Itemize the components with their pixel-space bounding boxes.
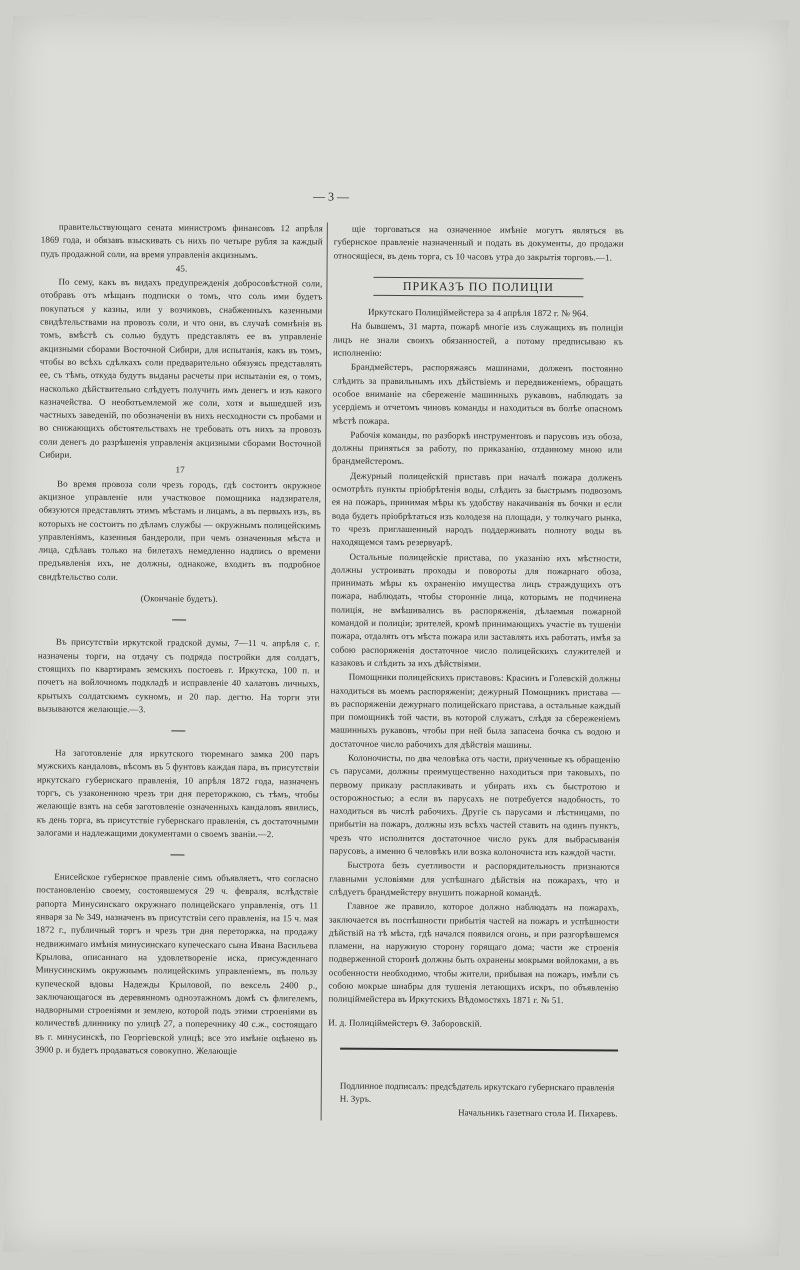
announcement: На заготовленіе для иркутского тюремнаго замка 200 паръ мужскихъ кандаловъ, вѣсомъ въ 5 фунтовъ каждая пара, въ присутствіи иркутскаго губернскаго правленія, 10 апрѣля 1872 года, назначенъ торгъ, съ узаконенною чрезъ три дня переторжкою, съ тѣмъ, чтобы желающіе взять на себя заготовленіе означенныхъ кандаловъ явились, къ день торга, въ присутствіе губернскаго правленія, съ достаточными залогами и надлежащими документами о своемъ званіи.—2.	[36, 747, 320, 840]
paragraph: По сему, какъ въ видахъ предупрежденія добросовѣстной соли, отобравъ отъ мѣщанъ подписки о томъ, что соль ими будетъ покупаться у казны, или у возчиковъ, снабженныхъ казенными свидѣтельствами на провозъ соли, и что они, въ случаѣ сомнѣнія въ томъ, вмѣстѣ съ солью будутъ представлять ее въ управленіе акцизными сборами Восточной Сибири, для испытанія, какъ въ томъ, чтобы во всѣхъ сдѣлкахъ соли предварительно обязуясь представлять ее, съ тѣмъ, откуда будутъ выданы расчеты при испытаніи ея, о томъ, насколько дѣйствительно слѣдуетъ получить имъ денегъ и изъ какого казначейства. О необотьемлемой же соли, хотя и вышедшей изъ частныхъ заведеній, по обозначеніи въ нихъ несходности съ пробами и во снижающихъ обстоятельствахъ не требовать отъ нихъ за провозъ соли денегъ до разрѣшенія управленія акцизными сборами Восточной Сибири.	[39, 276, 323, 460]
right-column	[328, 223, 624, 1033]
announcement: Енисейское губернское правленіе симъ объявляетъ, что согласно постановленію своему, состоявшемуся 29 ч. февраля, вслѣдствіе рапорта Минусинскаго окружнаго полицейскаго управленія, отъ 11 января за № 349, назначенъ въ присутствіи сего правленія, на 15 ч. мая 1872 г., публичный торгъ и чрезъ три дня переторжка, на продажу недвижимаго имѣнія минусинскаго купеческаго сына Ивана Васильева Крылова, описаннаго на удовлетвореніе иска, присужденнаго Минусинскимъ окружнымъ полицейскимъ управленіемъ, въ пользу купеческой вдовы Надежды Крыловой, по вексель 2400 р., заключающагося въ деревянномъ одноэтажномъ домѣ съ флигелемъ, надворными строеніями и землею, которой подъ этими строеніями въ количествѣ длиннику по улицѣ 27, а поперечнику 40 с.ж., состоящаго въ г. минусинскѣ, по Георгіевской улицѣ; все это имѣніе оцѣнено въ 3900 р. и будетъ продаваться совокупно. Желающіе	[35, 871, 319, 1056]
paragraph: Колоночисты, по два человѣка отъ части, приученные къ обращенію съ парусами, должны преимущественно находиться при таковыхъ, по первому приказу расплакивать и убирать ихъ съ быстротою и осторожностью; а если въ парусахъ не потребуется надобность, то находиться въ числѣ рабочихъ. Другіе съ парусами и лѣстницами, по прибытіи на пожаръ, должны изъ всѣхъ частей ставить на одинъ пунктъ, чрезъ что исполнится достаточное число рукъ для выбрасыванія парусовъ, а именно 6 человѣкъ или возка колоночиста изъ каждой части.	[329, 752, 621, 858]
paragraph: На бывшемъ, 31 марта, пожарѣ многіе изъ служащихъ въ полиціи лицъ не знали своихъ обязанностей, а потому предписываю къ исполненію:	[332, 321, 624, 358]
announcement: Въ присутствіи иркутской градской думы, 7—11 ч. апрѣля с. г. назначены торги, на отдачу съ подряда постройки для солдатъ, стоящихъ по квартирамъ земскихъ постоевъ г. Иркутска, 100 п. и почетъ на войлочномъ подкладѣ и исправленіе 40 халатовъ личныхъ, крытыхъ солдатскимъ сукномъ, и 20 пар. дегтю. На торги эти вызываются желающіе.—3.	[37, 636, 320, 715]
footer	[340, 1080, 618, 1121]
paragraph: Быстрота безъ суетливости и распорядительность признаются главными условіями для успѣшнаго дѣйствія на пожарахъ, что и слѣдуетъ брандмейстеру внушить пожарной командѣ.	[329, 860, 620, 898]
page-number: — 3 —	[313, 189, 350, 204]
separator	[170, 855, 184, 856]
paragraph: Помощники полицейскихъ приставовъ: Красинъ и Голевскій должны находиться въ моемъ распоряженіи; дежурный Помощникъ пристава — въ распоряженіи дежурнаго полицейскаго пристава, а остальные каждый при помощникѣ той части, въ которой служатъ, слѣдя за сбереженіемъ машинныхъ рукавовъ, чтобы при ней была запасена бочка съ водою и достаточное число рабочихъ для дѣйствія машины.	[330, 671, 621, 750]
paragraph: правительствующаго сената министромъ финансовъ 12 апрѣля 1869 года, и обязавъ взыскивать съ нихъ по четыре рубля за каждый пудъ продажной соли, на время управленія акцизнымъ.	[40, 221, 323, 260]
separator	[171, 731, 185, 732]
newspaper-page	[4, 15, 789, 1256]
footer-line: Подлинное подписалъ: предсѣдатель иркутскаго губернскаго правленія Н. Зуръ.	[339, 1080, 615, 1104]
paragraph: Остальные полицейскіе пристава, по указанію ихъ мѣстности, должны устроивать проходы и повороты для пожарнаго обоза, принимать мѣры къ охраненію имущества лицъ страждущихъ отъ пожара, наблюдать, чтобы сторонніе лица, которымъ не подчинена полиція, не вмѣшивались въ распоряженія, дѣлаемыя пожарной командой и полиціи; зрителей, кромѣ принимающихъ участіе въ тушеніи пожара, отдалять отъ мѣста пожара или заставлять ихъ работать, имѣя за собою распоряженія достаточное число полицейскихъ служителей и казаковъ и слѣдить за ихъ дѣйствіями.	[330, 551, 622, 669]
section-number: 45.	[175, 263, 188, 274]
footer-rule	[340, 1048, 618, 1052]
paragraph: щіе торговаться на означенное имѣніе могутъ являться въ губернское правленіе назначенный и подать въ документы, до продажи относящіеся, въ день торга, съ 10 часовъ утра до закрытія торговъ.—1.	[333, 223, 624, 263]
continued-note: (Окончаніе будетъ).	[140, 593, 218, 604]
paragraph: Во время провоза соли чрезъ городъ, гдѣ состоитъ окружное акцизное управленіе или участковое помощника надзирателя, обязуются представлять этимъ мѣстамъ и лицамъ, а въ первыхъ изъ, въ которыхъ не состоитъ по дѣламъ службы — окружнымъ полицейскимъ управленіямъ, казенныя бандероли, при чемъ означенныя мѣста и лица, сдѣлавъ только на билетахъ немедленно надпись о времени предъявленія ихъ, не должны, однакоже, входить въ подробное свидѣтельство соли.	[38, 478, 322, 582]
separator	[172, 620, 186, 621]
footer-line: Начальникъ газетнаго стола И. Пихаревъ.	[458, 1107, 618, 1119]
left-column	[35, 221, 323, 1060]
order-subheading: Иркутскаго Полиціймейстера за 4 апрѣля 1872 г. № 964.	[367, 306, 589, 319]
paragraph: Рабочія команды, по разборкѣ инструментовъ и парусовъ изъ обоза, должны приняться за работу, по приказанію, отданному мною или брандмейстеромъ.	[332, 429, 623, 467]
paragraph: Брандмейстеръ, распоряжаясь машинами, долженъ постоянно слѣдить за правильнымъ ихъ дѣйствіемъ и передвиженіемъ, обращать особое вниманіе на сбереженіе машинныхъ рукавовъ, наблюдать за усердіемъ и отчетомъ чиновъ команды и находиться въ болѣе опасномъ мѣстѣ пожара.	[332, 362, 623, 426]
section-number: 17	[175, 464, 185, 475]
paragraph: Дежурный полицейскій приставъ при началѣ пожара долженъ осмотрѣть пункты пріобрѣтенія воды, слѣдить за быстрымъ подвозомъ ея на пожаръ, принимая мѣры къ удобству накачиванія въ бочки и если вода будетъ пріобрѣтаться изъ колодезя на площади, у толкучаго рынка, то чрезъ приглашенный народъ поддерживать полноту воды въ находящемся тамъ резервуарѣ.	[331, 470, 623, 548]
signature: И. д. Полиціймейстеръ Ѳ. Заборовскій.	[328, 1017, 482, 1029]
order-heading: ПРИКАЗЪ ПО ПОЛИЦІИ	[373, 277, 583, 298]
paragraph: Главное же правило, которое должно наблюдать на пожарахъ, заключается въ поспѣшности прибытія частей на пожаръ и успѣшности дѣйствій на тѣ мѣста, гдѣ начался появился огонь, и при разгорѣвшемся пламени, на наружную сторону горящаго дома; части же строенія подверженной сторонѣ должны быть охранены мокрыми войлоками, а въ особенности необходимо, чтобы жители, прибывая на пожаръ, имѣли съ собою мокрые шнабры для тушенія летающихъ искръ, по объявленію полиціймейстера въ Иркутскихъ Вѣдомостяхъ 1871 г. № 51.	[328, 900, 620, 1006]
